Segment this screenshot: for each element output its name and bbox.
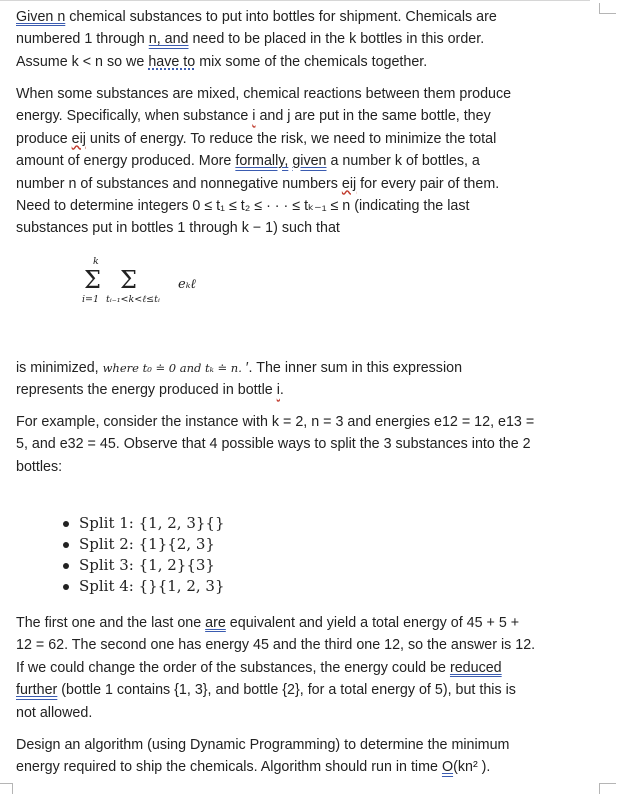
- para2-line1: When some substances are mixed, chemical reactions between them produce: [16, 86, 512, 102]
- proofing-underlined-text[interactable]: reduced: [449, 659, 502, 676]
- split-list: [63, 513, 363, 597]
- spellcheck-flagged-text[interactable]: eij: [341, 175, 357, 192]
- para3-line2: represents the energy produced in bottle i.: [16, 382, 284, 399]
- para5-line4: further (bottle 1 contains {1, 3}, and bottle {2}, for a total energy of 5), but this is: [16, 682, 516, 699]
- para4-line1: For example, consider the instance with k = 2, n = 3 and energies e12 = 12, e13 =: [16, 414, 535, 430]
- inner-lower-limit: tᵢ₋₁<k<ℓ≤tᵢ: [106, 294, 160, 305]
- proofing-underlined-text[interactable]: O: [441, 759, 454, 776]
- sum-term: eₖℓ: [178, 277, 196, 292]
- bullet-icon: [63, 521, 69, 527]
- para2-line7: substances put in bottles 1 through k − 1) such that: [16, 220, 340, 237]
- para6-line2: energy required to ship the chemicals. Algorithm should run in time O(kn² ).: [16, 759, 491, 776]
- outer-sigma: Σ: [84, 266, 101, 294]
- split-item: Split 3: {1, 2}{3}: [63, 555, 363, 576]
- proofing-underlined-text[interactable]: further: [16, 682, 58, 699]
- summation-formula: [76, 251, 276, 321]
- para2-line2: energy. Specifically, when substance i and j are put in the same bottle, they: [16, 108, 491, 125]
- page-corner-mark-bottom-left: [0, 783, 13, 794]
- para6-line1: Design an algorithm (using Dynamic Programming) to determine the minimum: [16, 737, 510, 753]
- proofing-underlined-text[interactable]: are: [205, 615, 226, 631]
- inner-sigma: Σ: [120, 266, 137, 294]
- bullet-icon: [63, 563, 69, 569]
- proofing-underlined-text[interactable]: Given n: [16, 9, 66, 25]
- inline-math-where: where t₀ ≐ 0 and tₖ ≐ n.: [102, 361, 242, 375]
- para3-line1: is minimized, where t₀ ≐ 0 and tₖ ≐ n. ′. The inner sum in this expression: [16, 360, 463, 376]
- split-item: Split 1: {1, 2, 3}{}: [63, 513, 363, 534]
- proofing-underlined-text[interactable]: have to: [148, 53, 196, 70]
- page-corner-mark-bottom-right: [599, 783, 616, 794]
- paragraph-intro: [16, 6, 586, 73]
- para4-line2: 5, and e32 = 45. Observe that 4 possible ways to split the 3 substances into the 2: [16, 436, 531, 453]
- spellcheck-flagged-text[interactable]: eij: [71, 130, 86, 147]
- para1-line3: Assume k < n so we have to mix some of the chemicals together.: [16, 53, 428, 70]
- proofing-underlined-text[interactable]: given: [292, 153, 327, 170]
- bullet-icon: [63, 584, 69, 590]
- para1-line2: numbered 1 through n, and need to be placed in the k bottles in this order.: [16, 31, 485, 48]
- para2-line5: number n of substances and nonnegative numbers eij for every pair of them.: [16, 175, 500, 192]
- para5-line2: 12 = 62. The second one has energy 45 and the third one 12, so the answer is 12.: [16, 637, 536, 654]
- paragraph-problem-statement: [16, 83, 586, 240]
- para5-line3: If we could change the order of the substances, the energy could be reduced: [16, 659, 502, 676]
- sum-upper-limit: k: [93, 256, 99, 267]
- split-item: Split 4: {}{1, 2, 3}: [63, 576, 363, 597]
- page-top-edge: [0, 0, 590, 1]
- outer-lower-limit: i=1: [82, 294, 100, 305]
- paragraph-task: [16, 734, 586, 779]
- spellcheck-flagged-text[interactable]: i: [252, 108, 256, 125]
- split-item: Split 2: {1}{2, 3}: [63, 534, 363, 555]
- paragraph-analysis: [16, 612, 586, 724]
- page-corner-mark-top-right: [599, 3, 616, 14]
- paragraph-example: [16, 411, 586, 478]
- para2-line6: Need to determine integers 0 ≤ t₁ ≤ t₂ ≤ · · · ≤ tₖ₋₁ ≤ n (indicating the last: [16, 198, 470, 215]
- para5-line5: not allowed.: [16, 704, 93, 721]
- para1-line1: Given n chemical substances to put into bottles for shipment. Chemicals are: [16, 9, 497, 25]
- paragraph-minimized: [16, 357, 586, 402]
- bullet-icon: [63, 542, 69, 548]
- proofing-underlined-text[interactable]: formally,: [235, 153, 289, 170]
- para2-line3: produce eij units of energy. To reduce the risk, we need to minimize the total: [16, 130, 497, 147]
- proofing-underlined-text[interactable]: n, and: [148, 31, 189, 48]
- para4-line3: bottles:: [16, 458, 63, 475]
- para2-line4: amount of energy produced. More formally, given a number k of bottles, a: [16, 153, 480, 170]
- spellcheck-flagged-text[interactable]: i: [276, 382, 280, 399]
- para5-line1: The first one and the last one are equivalent and yield a total energy of 45 + 5 +: [16, 615, 520, 631]
